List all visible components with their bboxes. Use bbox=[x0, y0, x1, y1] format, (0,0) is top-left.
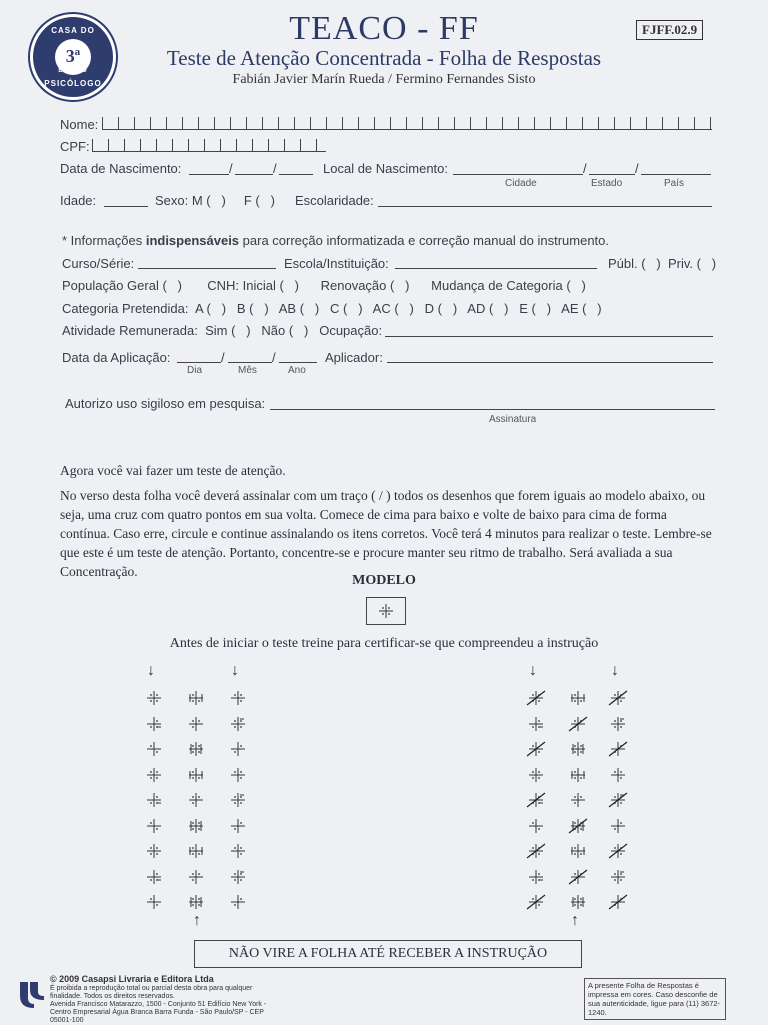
practice-symbol[interactable] bbox=[566, 791, 590, 809]
practice-symbol[interactable] bbox=[184, 893, 208, 911]
marked-symbol[interactable] bbox=[566, 817, 590, 835]
practice-symbol[interactable] bbox=[226, 689, 250, 707]
practice-symbol[interactable] bbox=[184, 689, 208, 707]
marked-symbol[interactable] bbox=[606, 689, 630, 707]
practice-symbol[interactable] bbox=[524, 715, 548, 733]
arrow-up-icon: ↑ bbox=[193, 912, 201, 929]
dia-caption: Dia bbox=[187, 365, 203, 376]
address: Avenida Francisco Matarazzo, 1500 - Conjunto 51 Edifício New York - Centro Empresarial Água Branca Barra Funda - São Paulo/SP - CEP 05001-100 bbox=[50, 1001, 267, 1024]
authenticity-note: A presente Folha de Respostas é impressa em cores. Caso desconfie de sua autenticidade, ligue para (11) 3672-1240. bbox=[584, 978, 726, 1020]
marked-symbol[interactable] bbox=[606, 893, 630, 911]
estado-field[interactable] bbox=[589, 174, 635, 175]
info-suffix: para correção informatizada e correção manual do instrumento. bbox=[239, 233, 610, 248]
categoria-options[interactable]: Categoria Pretendida: A ( ) B ( ) AB ( ) C ( ) AC ( ) D ( ) AD ( ) E ( ) AE ( ) bbox=[62, 301, 602, 316]
publ-priv-options[interactable]: Públ. ( ) Priv. ( ) bbox=[608, 256, 717, 271]
escola-label: Escola/Instituição: bbox=[284, 256, 389, 271]
practice-symbol[interactable] bbox=[142, 817, 166, 835]
slash: / bbox=[272, 350, 276, 365]
escola-field[interactable] bbox=[395, 268, 597, 269]
practice-symbol[interactable] bbox=[184, 791, 208, 809]
marked-symbol[interactable] bbox=[566, 868, 590, 886]
arrow-down-icon: ↓ bbox=[611, 662, 619, 679]
rights: É proibida a reprodução total ou parcial desta obra para qualquer finalidade. Todos os direitos reservados. bbox=[50, 985, 253, 1000]
footer-copyright bbox=[50, 975, 270, 1025]
practice-symbol[interactable] bbox=[142, 868, 166, 886]
practice-symbol[interactable] bbox=[142, 715, 166, 733]
escolaridade-field[interactable] bbox=[378, 206, 712, 207]
seal-bottom-text: PSICÓLOGO bbox=[44, 79, 102, 88]
info-bold: indispensáveis bbox=[145, 233, 240, 248]
practice-symbol[interactable] bbox=[226, 817, 250, 835]
slash: / bbox=[221, 350, 225, 365]
practice-symbol[interactable] bbox=[184, 740, 208, 758]
aplicador-field[interactable] bbox=[387, 362, 713, 363]
data-nascimento-label: Data de Nascimento: bbox=[60, 161, 182, 176]
practice-symbol[interactable] bbox=[524, 817, 548, 835]
info-prefix: * Informações bbox=[62, 233, 146, 248]
nome-label: Nome: bbox=[60, 117, 99, 132]
seal-edition-number: 3ª bbox=[55, 39, 91, 75]
arrow-up-icon: ↑ bbox=[571, 912, 579, 929]
practice-symbol[interactable] bbox=[524, 868, 548, 886]
slash: / bbox=[229, 161, 233, 176]
aplicacao-ano-field[interactable] bbox=[279, 362, 317, 363]
marked-symbol[interactable] bbox=[566, 715, 590, 733]
modelo-title: MODELO bbox=[352, 573, 416, 588]
authors: Fabián Javier Marín Rueda / Fermino Fernandes Sisto bbox=[232, 72, 536, 87]
idade-field[interactable] bbox=[104, 206, 148, 207]
sexo-options[interactable]: Sexo: M ( ) F ( ) bbox=[155, 193, 275, 208]
practice-symbol[interactable] bbox=[606, 817, 630, 835]
practice-instruction: Antes de iniciar o teste treine para certificar-se que compreendeu a instrução bbox=[169, 636, 599, 651]
page-title: TEACO - FF bbox=[289, 10, 479, 47]
marked-symbol[interactable] bbox=[606, 791, 630, 809]
target-cross-icon bbox=[367, 598, 405, 624]
copyright: © 2009 Casapsi Livraria e Editora Ltda bbox=[50, 974, 214, 984]
autorizo-label: Autorizo uso sigiloso em pesquisa: bbox=[65, 396, 266, 411]
practice-symbol[interactable] bbox=[566, 689, 590, 707]
practice-symbol[interactable] bbox=[142, 689, 166, 707]
cidade-caption: Cidade bbox=[505, 178, 537, 189]
nascimento-mes-field[interactable] bbox=[235, 174, 273, 175]
cpf-label: CPF: bbox=[60, 139, 90, 154]
pais-caption: País bbox=[664, 178, 685, 189]
practice-symbol[interactable] bbox=[184, 817, 208, 835]
ano-caption: Ano bbox=[288, 365, 306, 376]
slash: / bbox=[273, 161, 277, 176]
practice-symbol[interactable] bbox=[226, 791, 250, 809]
escolaridade-label: Escolaridade: bbox=[295, 193, 374, 208]
slash: / bbox=[583, 161, 587, 176]
aplicacao-mes-field[interactable] bbox=[228, 362, 272, 363]
arrow-down-icon: ↓ bbox=[147, 662, 155, 679]
pais-field[interactable] bbox=[641, 174, 711, 175]
nascimento-ano-field[interactable] bbox=[279, 174, 313, 175]
nascimento-dia-field[interactable] bbox=[189, 174, 229, 175]
marked-symbol[interactable] bbox=[524, 740, 548, 758]
seal-top-text: CASA DO bbox=[51, 26, 95, 35]
marked-symbol[interactable] bbox=[524, 791, 548, 809]
marked-symbol[interactable] bbox=[524, 842, 548, 860]
practice-symbol[interactable] bbox=[142, 766, 166, 784]
nome-field[interactable] bbox=[102, 117, 712, 130]
page-subtitle: Teste de Atenção Concentrada - Folha de Respostas bbox=[166, 46, 602, 70]
practice-symbol[interactable] bbox=[142, 842, 166, 860]
local-nascimento-label: Local de Nascimento: bbox=[323, 161, 449, 176]
data-aplicacao-label: Data da Aplicação: bbox=[62, 350, 171, 365]
assinatura-caption: Assinatura bbox=[489, 414, 537, 425]
practice-symbol[interactable] bbox=[566, 766, 590, 784]
idade-label: Idade: bbox=[60, 193, 97, 208]
modelo-box bbox=[366, 597, 406, 625]
practice-symbol[interactable] bbox=[184, 842, 208, 860]
practice-symbol[interactable] bbox=[566, 893, 590, 911]
practice-symbol[interactable] bbox=[226, 893, 250, 911]
aplicador-label: Aplicador: bbox=[325, 350, 383, 365]
slash: / bbox=[635, 161, 639, 176]
practice-symbol[interactable] bbox=[524, 766, 548, 784]
practice-symbol[interactable] bbox=[226, 842, 250, 860]
marked-symbol[interactable] bbox=[606, 842, 630, 860]
practice-symbol[interactable] bbox=[142, 893, 166, 911]
practice-symbol[interactable] bbox=[142, 791, 166, 809]
practice-symbol[interactable] bbox=[566, 842, 590, 860]
practice-symbol[interactable] bbox=[226, 715, 250, 733]
curso-label: Curso/Série: bbox=[62, 256, 135, 271]
cpf-field[interactable] bbox=[92, 139, 326, 152]
cidade-field[interactable] bbox=[453, 174, 583, 175]
mes-caption: Mês bbox=[238, 365, 257, 376]
assinatura-field[interactable] bbox=[270, 409, 715, 410]
instructions-intro: Agora você vai fazer um teste de atenção. bbox=[60, 463, 286, 478]
marked-symbol[interactable] bbox=[524, 893, 548, 911]
practice-symbol[interactable] bbox=[606, 766, 630, 784]
practice-symbol[interactable] bbox=[226, 740, 250, 758]
practice-symbol[interactable] bbox=[226, 766, 250, 784]
aplicacao-dia-field[interactable] bbox=[177, 362, 221, 363]
practice-symbol[interactable] bbox=[226, 868, 250, 886]
arrow-down-icon: ↓ bbox=[529, 662, 537, 679]
do-not-turn-banner: NÃO VIRE A FOLHA ATÉ RECEBER A INSTRUÇÃO bbox=[194, 940, 582, 968]
ocupacao-field[interactable] bbox=[385, 336, 713, 337]
practice-symbol[interactable] bbox=[566, 740, 590, 758]
estado-caption: Estado bbox=[591, 178, 623, 189]
practice-symbol[interactable] bbox=[184, 715, 208, 733]
atividade-options[interactable]: Atividade Remunerada: Sim ( ) Não ( ) Ocupação: bbox=[62, 323, 383, 338]
seal-edition-text: EDIÇÃO bbox=[58, 68, 88, 74]
form-code: FJFF.02.9 bbox=[636, 20, 703, 40]
practice-symbol[interactable] bbox=[142, 740, 166, 758]
arrow-down-icon: ↓ bbox=[231, 662, 239, 679]
marked-symbol[interactable] bbox=[524, 689, 548, 707]
curso-field[interactable] bbox=[138, 268, 276, 269]
practice-symbol[interactable] bbox=[606, 715, 630, 733]
info-note bbox=[62, 233, 609, 248]
practice-symbol[interactable] bbox=[184, 766, 208, 784]
populacao-cnh-options[interactable]: População Geral ( ) CNH: Inicial ( ) Renovação ( ) Mudança de Categoria ( ) bbox=[62, 278, 586, 293]
practice-symbol[interactable] bbox=[606, 868, 630, 886]
casapsi-logo-icon bbox=[18, 978, 46, 1008]
instructions-body: No verso desta folha você deverá assinalar com um traço ( / ) todos os desenhos que forem iguais ao modelo abaixo, ou seja, uma cruz com quatro pontos em sua volta. Comece de cima para baixo e volte de baixo para cima de forma contínua. Caso erre, circule e continue assinalando os itens corretos. Você terá 4 minutos para realizar o teste. Lembre-se que este é um teste de atenção. Portanto, concentre-se e procure manter seu ritmo de trabalho. Será avaliada a sua Concentração. bbox=[60, 488, 712, 579]
marked-symbol[interactable] bbox=[606, 740, 630, 758]
practice-symbol[interactable] bbox=[184, 868, 208, 886]
